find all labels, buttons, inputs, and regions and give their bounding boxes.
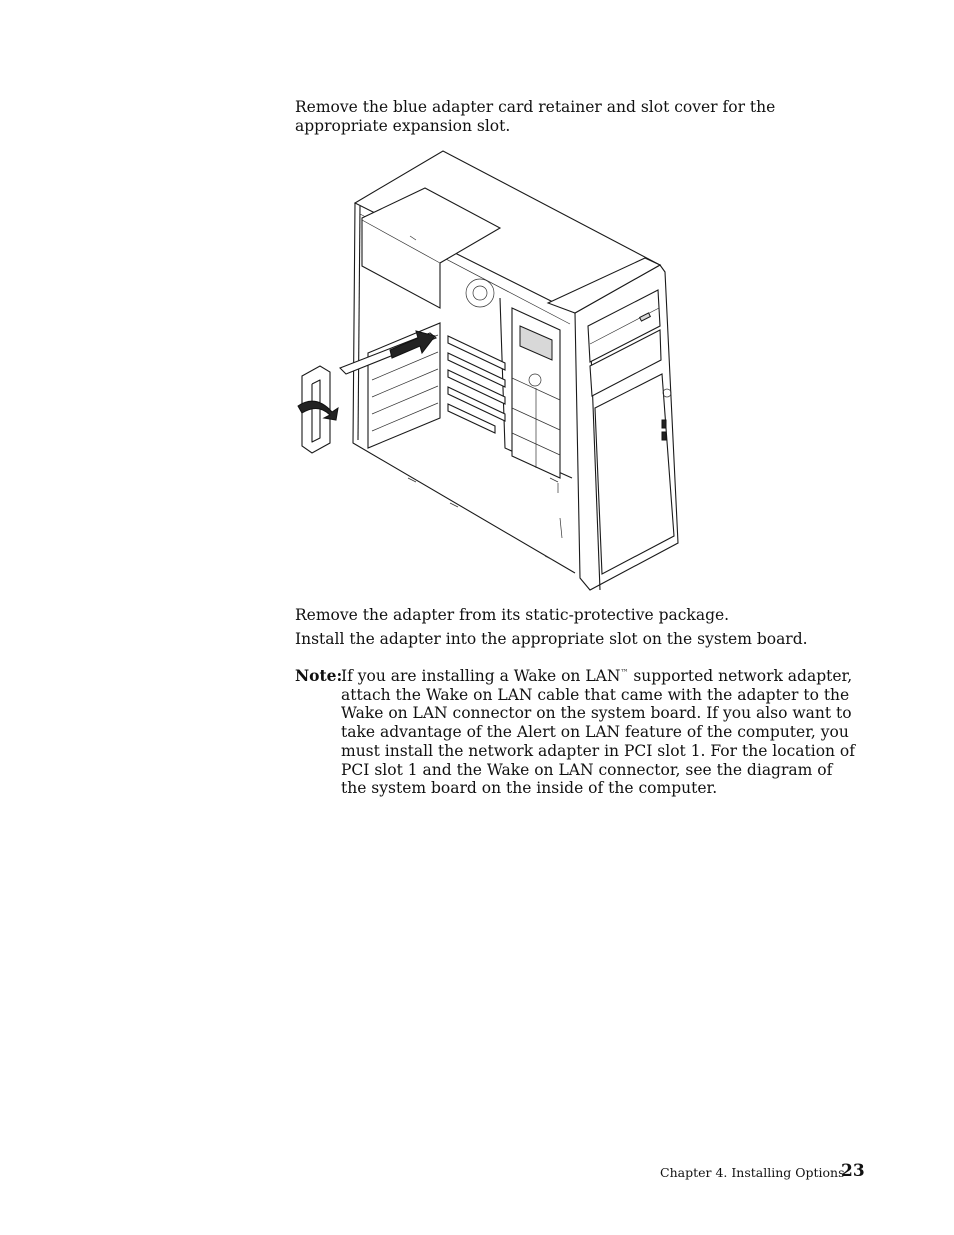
trademark-symbol: ™: [620, 668, 629, 677]
note-text-before-tm: If you are installing a Wake on LAN: [341, 667, 621, 685]
footer-page-number: 23: [841, 1161, 865, 1181]
instruction-remove-retainer: Remove the blue adapter card retainer and slot cover for the appropriate expansion slot.: [295, 98, 776, 135]
note-text: [341, 667, 860, 798]
note-label: Note:: [295, 666, 343, 685]
note-text-after-tm: supported network adapter, attach the Wake on LAN cable that came with the adapter to the Wake on LAN connector on the system board. If you also want to take advantage of the Alert on LAN feature of the computer, you must install the network adapter in PCI slot 1. For the location of PCI slot 1 and the Wake on LAN connector, see the diagram of the system board on the inside of the computer.: [341, 667, 855, 798]
computer-tower-icon: [290, 148, 690, 596]
footer-chapter-title: Chapter 4. Installing Options: [660, 1165, 845, 1180]
instruction-remove-package: Remove the adapter from its static-protective package.: [295, 606, 730, 624]
instruction-install-adapter: Install the adapter into the appropriate slot on the system board.: [295, 630, 808, 648]
computer-tower-illustration: [290, 148, 690, 596]
